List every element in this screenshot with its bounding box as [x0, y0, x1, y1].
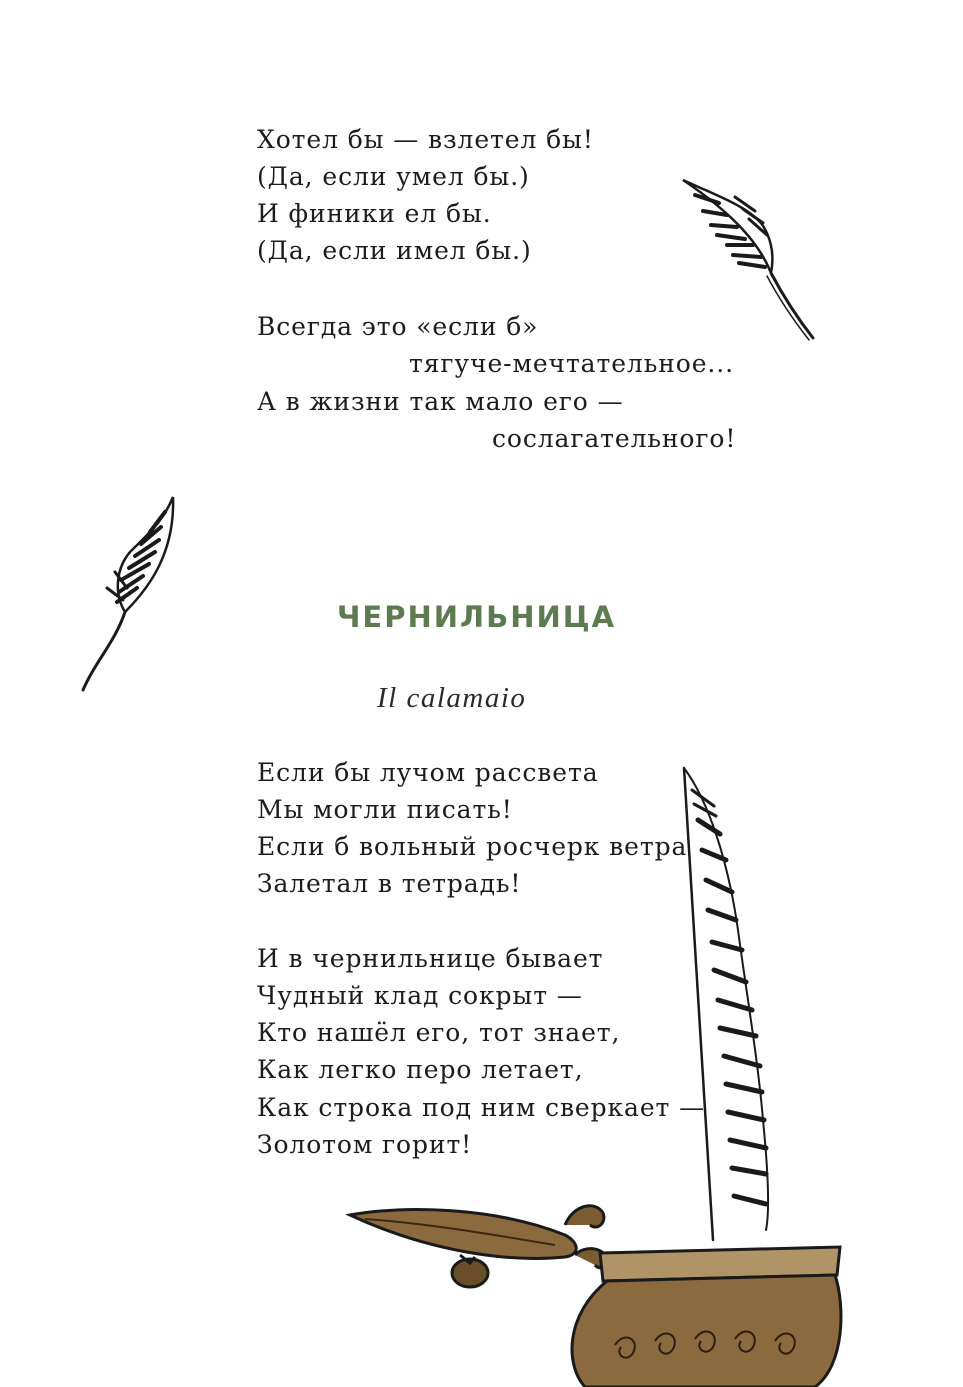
poem-line: Залетал в тетрадь! [257, 869, 522, 898]
poem-line: Если б вольный росчерк ветра [257, 832, 688, 861]
poem-line: Хотел бы — взлетел бы! [257, 125, 594, 154]
poem-line: Всегда это «если б» [257, 312, 539, 341]
feather-icon [675, 175, 825, 350]
inkwell-icon [345, 1195, 865, 1387]
poem-line: Золотом горит! [257, 1130, 473, 1159]
poem-line: И в чернильнице бывает [257, 944, 604, 973]
poem-line: Мы могли писать! [257, 795, 513, 824]
poem-line: тягуче-мечтательное... [409, 349, 734, 378]
poem-line: И финики ел бы. [257, 199, 492, 228]
poem-line: А в жизни так мало его — [257, 387, 624, 416]
poem-line: (Да, если умел бы.) [257, 162, 530, 191]
poem-line: Если бы лучом рассвета [257, 758, 599, 787]
subtitle: Il calamaio [377, 682, 527, 714]
poem-line: Как строка под ним сверкает — [257, 1093, 706, 1122]
poem-line: сослагательного! [492, 424, 737, 453]
poem-line: (Да, если имел бы.) [257, 236, 532, 265]
poem-line: Чудный клад сокрыт — [257, 981, 583, 1010]
quill-icon [668, 760, 783, 1260]
page-title: ЧЕРНИЛЬНИЦА [337, 600, 617, 634]
poem-line: Кто нашёл его, тот знает, [257, 1018, 621, 1047]
poem-line: Как легко перо летает, [257, 1055, 584, 1084]
feather-icon [75, 492, 190, 697]
